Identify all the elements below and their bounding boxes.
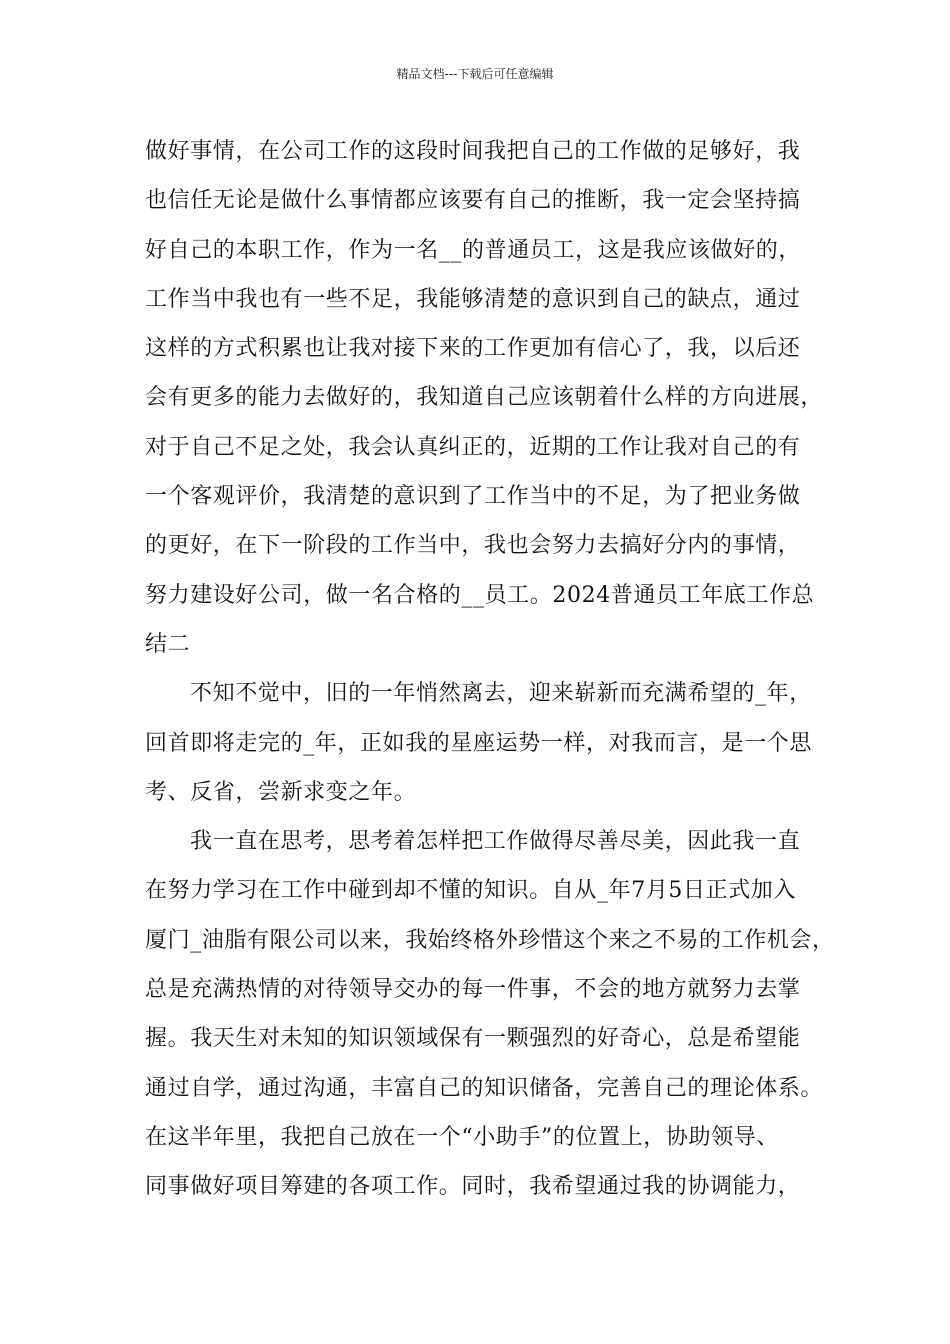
body-line: 工作当中我也有一些不足，我能够清楚的意识到自己的缺点，通过 — [145, 286, 801, 312]
body-line: 对于自己不足之处，我会认真纠正的，近期的工作让我对自己的有 — [145, 434, 801, 460]
body-line: 好自己的本职工作，作为一名__的普通员工，这是我应该做好的， — [145, 237, 802, 263]
body-line: 握。我天生对未知的知识领域保有一颗强烈的好奇心，总是希望能 — [145, 1026, 801, 1052]
body-line: 在这半年里，我把自己放在一个“小助手”的位置上，协助领导、 — [145, 1124, 779, 1150]
document-body — [145, 132, 835, 1217]
body-line: 总是充满热情的对待领导交办的每一件事，不会的地方就努力去掌 — [145, 977, 801, 1003]
body-line: 这样的方式积累也让我对接下来的工作更加有信心了，我，以后还 — [145, 336, 801, 362]
body-line: 一个客观评价，我清楚的意识到了工作当中的不足，为了把业务做 — [145, 484, 801, 510]
body-line: 同事做好项目筹建的各项工作。同时，我希望通过我的协调能力， — [145, 1174, 801, 1200]
paragraph-first-line: 不知不觉中，旧的一年悄然离去，迎来崭新而充满希望的_年， — [190, 681, 812, 707]
section-title-line: 结二 — [145, 631, 191, 657]
body-line: 做好事情，在公司工作的这段时间我把自己的工作做的足够好，我 — [145, 139, 801, 164]
body-line: 会有更多的能力去做好的，我知道自己应该朝着什么样的方向进展， — [145, 385, 824, 411]
body-line: 在努力学习在工作中碰到却不懂的知识。自从_年7月5日正式加入 — [145, 878, 796, 904]
body-line: 的更好，在下一阶段的工作当中，我也会努力去搞好分内的事情， — [145, 533, 801, 559]
body-line: 考、反省，尝新求变之年。 — [145, 779, 417, 805]
body-line: 也信任无论是做什么事情都应该要有自己的推断，我一定会坚持搞 — [145, 188, 801, 214]
body-line: 努力建设好公司，做一名合格的__员工。2024普通员工年底工作总 — [145, 582, 815, 608]
body-line: 通过自学，通过沟通，丰富自己的知识储备，完善自己的理论体系。 — [145, 1075, 824, 1101]
body-line: 厦门_油脂有限公司以来，我始终格外珍惜这个来之不易的工作机会， — [145, 927, 835, 953]
body-line: 回首即将走完的_年，正如我的星座运势一样，对我而言，是一个思 — [145, 730, 813, 756]
page-header: 精品文档---下载后可任意编辑 — [396, 67, 554, 81]
paragraph-first-line: 我一直在思考，思考着怎样把工作做得尽善尽美，因此我一直 — [190, 829, 801, 855]
